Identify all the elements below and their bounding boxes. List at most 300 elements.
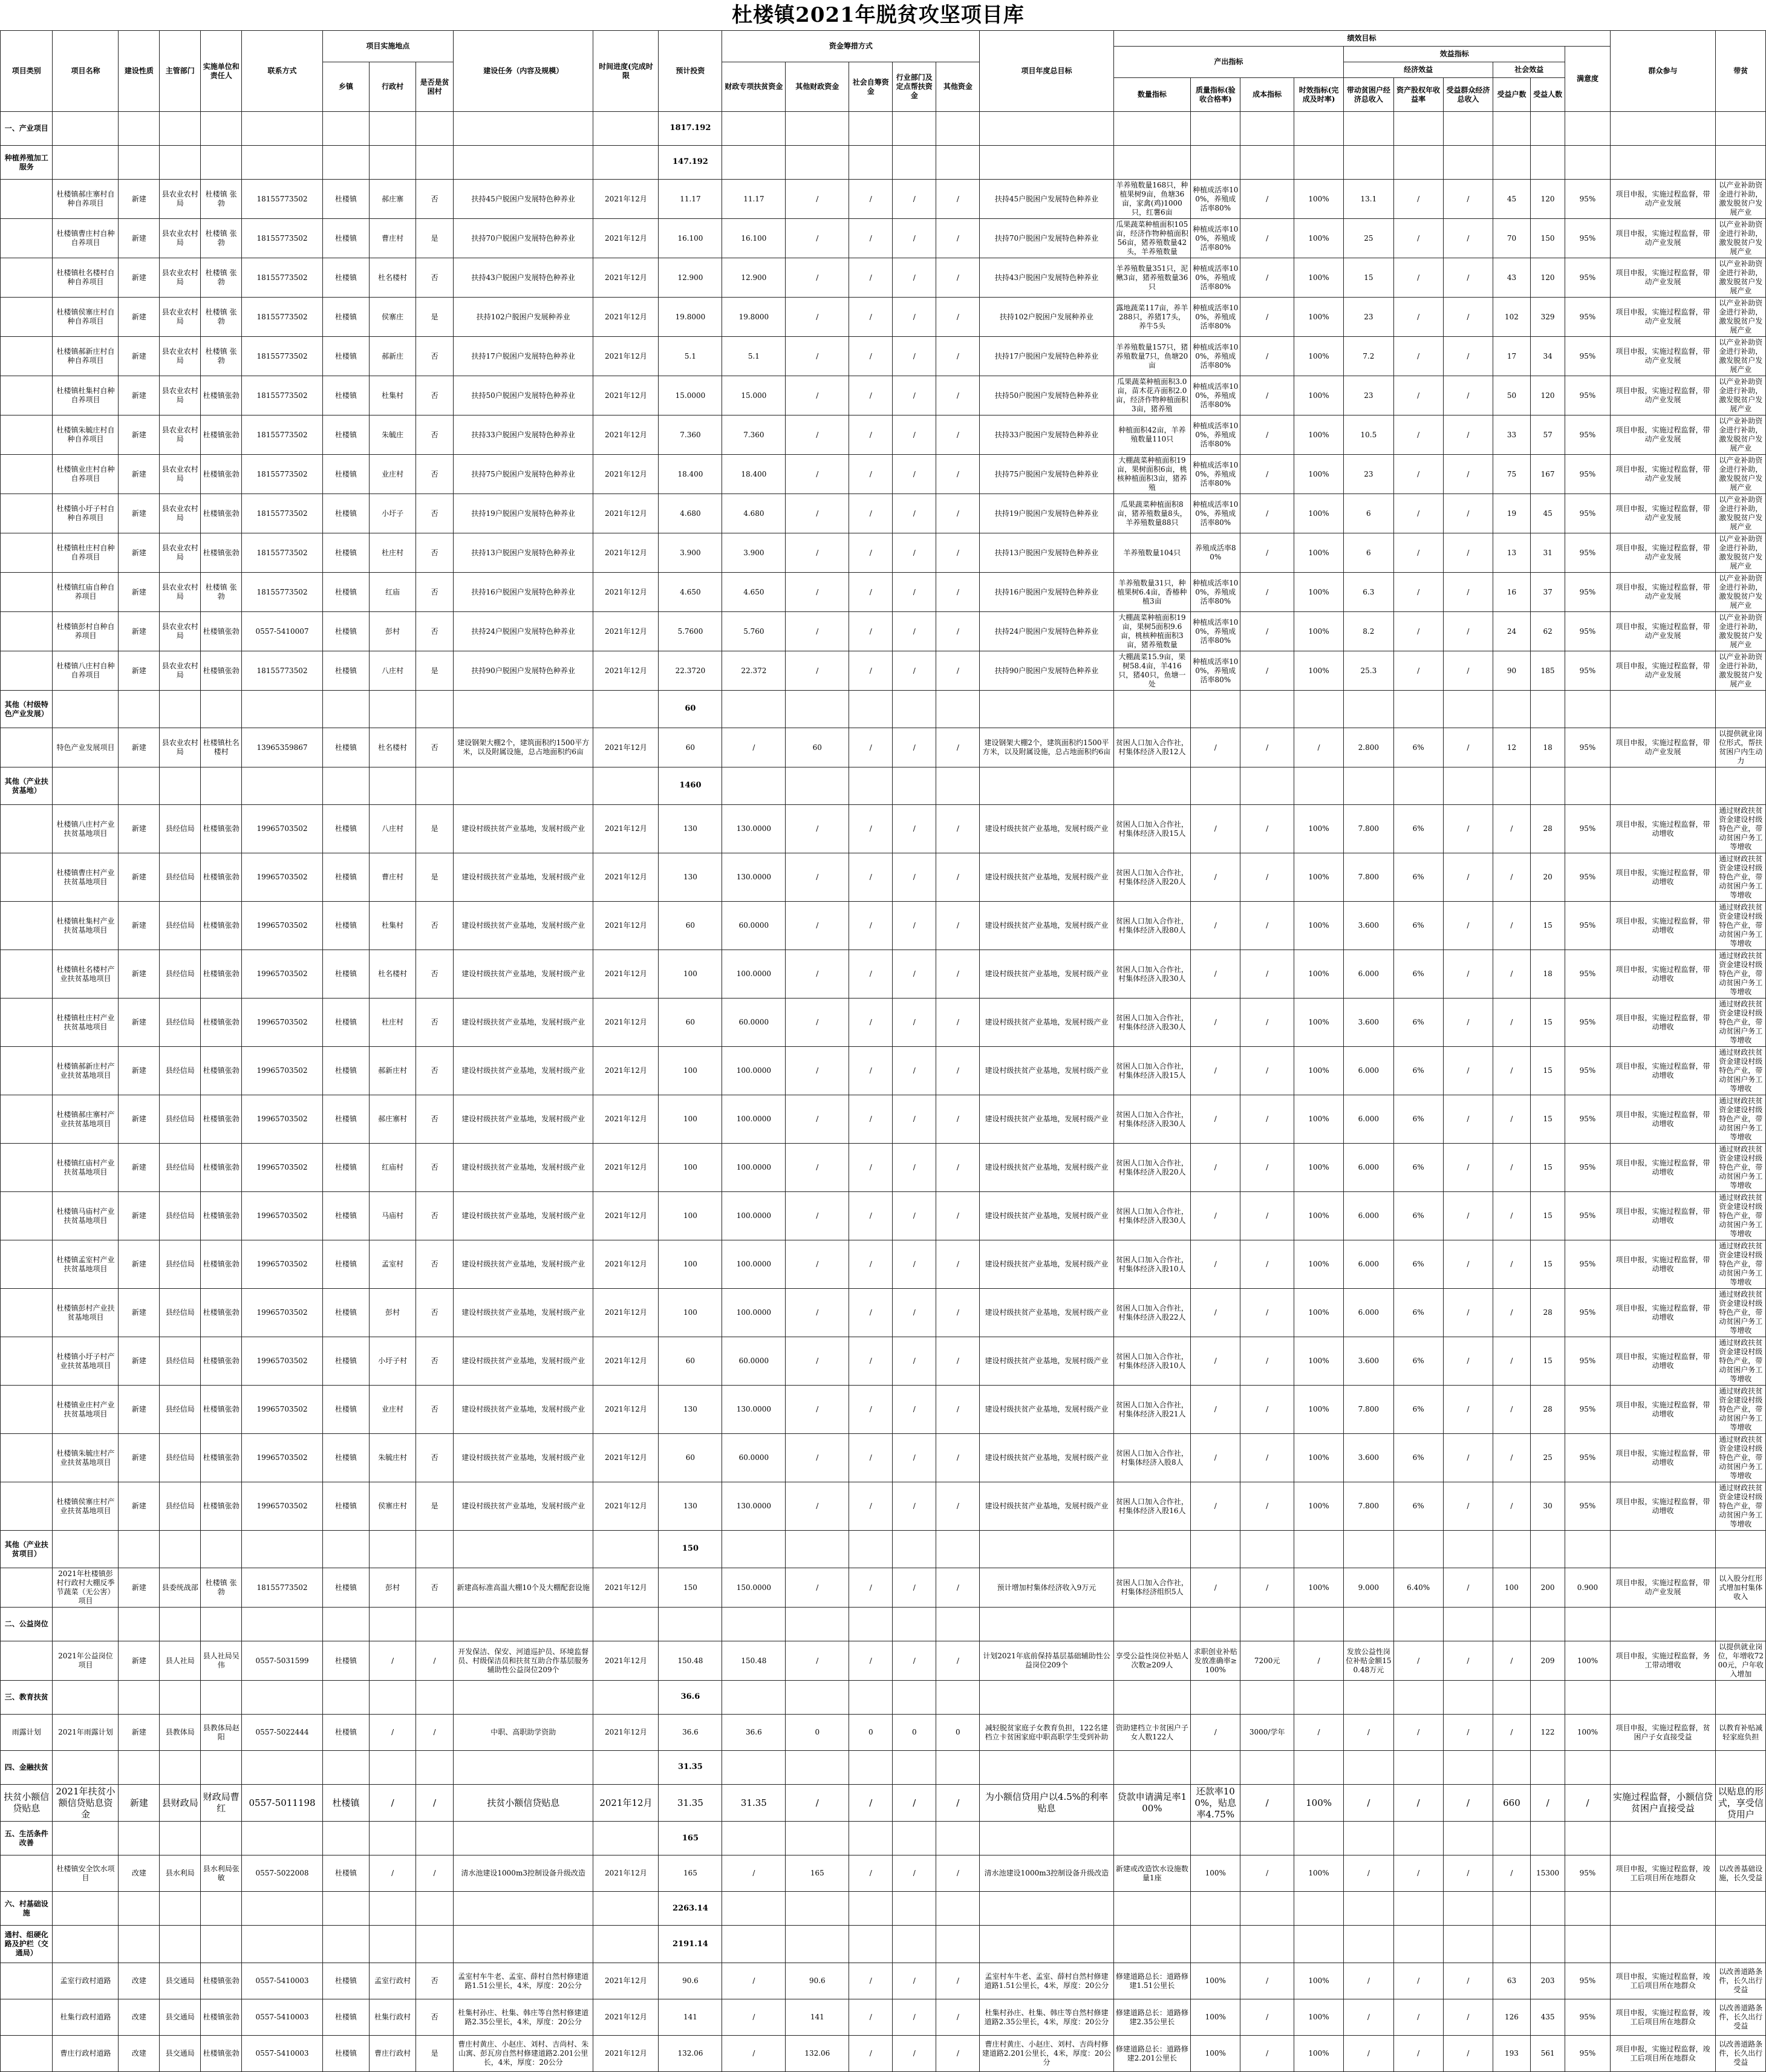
empty-cell (453, 1926, 593, 1963)
income: 23 (1344, 376, 1393, 415)
fund-other: / (936, 853, 980, 902)
budget: 150.48 (659, 1641, 722, 1681)
persons: 31 (1530, 533, 1565, 573)
fund-industry: / (893, 1482, 936, 1531)
fund-fiscal: / (722, 2036, 786, 2072)
town: 杜楼镇 (322, 1999, 369, 2036)
fund-other-fiscal: / (786, 1641, 849, 1681)
timely: 100% (1294, 902, 1343, 950)
empty-cell (1344, 112, 1393, 146)
timely: 100% (1294, 1095, 1343, 1144)
empty-cell (786, 112, 849, 146)
fund-other-fiscal: / (786, 1785, 849, 1822)
dept: 县经信局 (160, 1434, 201, 1482)
schedule: 2021年12月 (593, 298, 659, 337)
satisfaction: 95% (1565, 219, 1610, 258)
participation: 项目申报，实施过程监督，带动产业发展 (1610, 376, 1716, 415)
goal: 建设村级扶贫产业基地，发展村级产业 (980, 805, 1113, 853)
row-section (1, 950, 53, 999)
participation: 实施过程监督，小额信贷贫困户直接受益 (1610, 1785, 1716, 1822)
empty-cell (1530, 1892, 1565, 1926)
dept: 县农业农村局 (160, 219, 201, 258)
income: 6 (1344, 494, 1393, 533)
section-row (1, 1926, 1766, 1963)
fund-other: / (936, 258, 980, 298)
poor-village: 否 (416, 1144, 454, 1192)
persons: 15300 (1530, 1855, 1565, 1892)
satisfaction: 95% (1565, 950, 1610, 999)
project-name: 杜楼镇杜集村自种自养项目 (53, 376, 119, 415)
poor-village: 否 (416, 533, 454, 573)
empty-cell (322, 146, 369, 180)
nature: 新建 (119, 1386, 160, 1434)
persons: 185 (1530, 651, 1565, 691)
fund-self: / (849, 494, 893, 533)
town: 杜楼镇 (322, 415, 369, 455)
nature: 新建 (119, 1144, 160, 1192)
persons: 15 (1530, 1095, 1565, 1144)
fund-other: / (936, 1855, 980, 1892)
budget: 4.680 (659, 494, 722, 533)
empty-cell (1240, 1926, 1294, 1963)
empty-cell (1240, 1892, 1294, 1926)
row-section (1, 415, 53, 455)
schedule: 2021年12月 (593, 533, 659, 573)
schedule: 2021年12月 (593, 1289, 659, 1337)
fund-other-fiscal: / (786, 298, 849, 337)
contact: 0557-5031599 (242, 1641, 323, 1681)
gain: / (1443, 1715, 1493, 1751)
nature: 新建 (119, 573, 160, 612)
budget: 12.900 (659, 258, 722, 298)
nature: 改建 (119, 1999, 160, 2036)
project-name: 曹庄行政村道路 (53, 2036, 119, 2072)
gain: / (1443, 573, 1493, 612)
goal: 建设村级扶贫产业基地，发展村级产业 (980, 950, 1113, 999)
empty-cell (593, 146, 659, 180)
qty: 贫困人口加入合作社，村集体经济入股22人 (1113, 1289, 1191, 1337)
linkage: 以产业补助资金进行补助，激发脱贫户发展产业 (1716, 455, 1766, 494)
fund-fiscal: 31.35 (722, 1785, 786, 1822)
row-section (1, 376, 53, 415)
fund-fiscal: 150.48 (722, 1641, 786, 1681)
empty-cell (242, 1926, 323, 1963)
project-name: 杜楼镇安全饮水项目 (53, 1855, 119, 1892)
schedule: 2021年12月 (593, 415, 659, 455)
empty-cell (1610, 1681, 1716, 1715)
task: 建设村级扶贫产业基地，发展村级产业 (453, 1144, 593, 1192)
asset: / (1393, 494, 1443, 533)
budget: 100 (659, 1144, 722, 1192)
fund-other: / (936, 1963, 980, 1999)
participation: 项目申报，实施过程监督，带动产业发展 (1610, 728, 1716, 767)
empty-cell (1443, 767, 1493, 805)
income: 6.000 (1344, 1192, 1393, 1240)
empty-cell (936, 1822, 980, 1855)
header-timely: 时效指标(完成及时率) (1294, 78, 1343, 112)
fund-industry: / (893, 1855, 936, 1892)
empty-cell (1113, 767, 1191, 805)
empty-cell (1344, 1751, 1393, 1785)
fund-other-fiscal: / (786, 415, 849, 455)
town: 杜楼镇 (322, 1047, 369, 1095)
empty-cell (849, 691, 893, 728)
satisfaction: 95% (1565, 1095, 1610, 1144)
asset: 6% (1393, 1337, 1443, 1386)
timely: 100% (1294, 1999, 1343, 2036)
empty-cell (416, 1892, 454, 1926)
schedule: 2021年12月 (593, 1240, 659, 1289)
task: 扶持50户脱困户发展特色种养业 (453, 376, 593, 415)
town: 杜楼镇 (322, 219, 369, 258)
asset: / (1393, 1963, 1443, 1999)
empty-cell (1493, 1531, 1531, 1568)
unit: 杜楼镇张勃 (201, 853, 242, 902)
fund-other: / (936, 1289, 980, 1337)
fund-industry: / (893, 950, 936, 999)
asset: / (1393, 573, 1443, 612)
contact: 0557-5011198 (242, 1785, 323, 1822)
empty-cell (201, 112, 242, 146)
header-nature: 建设性质 (119, 31, 160, 112)
nature: 新建 (119, 219, 160, 258)
poor-village: 否 (416, 1999, 454, 2036)
task: 扶贫小额信贷贴息 (453, 1785, 593, 1822)
income: 6.3 (1344, 573, 1393, 612)
income: 7.800 (1344, 1482, 1393, 1531)
town: 杜楼镇 (322, 651, 369, 691)
asset: 6% (1393, 805, 1443, 853)
linkage: 以产业补助资金进行补助，激发脱贫户发展产业 (1716, 612, 1766, 651)
header-qty: 数量指标 (1113, 78, 1191, 112)
budget: 100 (659, 1047, 722, 1095)
section-amount: 31.35 (659, 1751, 722, 1785)
fund-industry: / (893, 1641, 936, 1681)
linkage: 通过财政扶贫资金建设村级特色产业，带动贫困户务工等增收 (1716, 805, 1766, 853)
fund-self: / (849, 376, 893, 415)
village: / (370, 1641, 416, 1681)
empty-cell (322, 1822, 369, 1855)
fund-other-fiscal: / (786, 651, 849, 691)
village: 朱毓庄村 (370, 1434, 416, 1482)
village: 杜集村 (370, 902, 416, 950)
empty-cell (416, 1751, 454, 1785)
village: 杜集行政村 (370, 1999, 416, 2036)
empty-cell (53, 1681, 119, 1715)
project-name: 杜楼镇郝庄寨村产业扶贫基地项目 (53, 1095, 119, 1144)
fund-other-fiscal: / (786, 1568, 849, 1608)
header-funding: 资金筹措方式 (722, 31, 980, 62)
asset: / (1393, 415, 1443, 455)
fund-self: / (849, 573, 893, 612)
poor-village: 是 (416, 1482, 454, 1531)
village: 杜庄村 (370, 533, 416, 573)
empty-cell (1530, 1926, 1565, 1963)
satisfaction: 95% (1565, 415, 1610, 455)
empty-cell (1191, 1751, 1240, 1785)
empty-cell (1393, 1822, 1443, 1855)
households: / (1493, 1095, 1531, 1144)
empty-cell (722, 1751, 786, 1785)
empty-cell (1716, 146, 1766, 180)
fund-industry: / (893, 1785, 936, 1822)
section-amount: 165 (659, 1822, 722, 1855)
fund-other: / (936, 1192, 980, 1240)
empty-cell (1716, 1681, 1766, 1715)
satisfaction: 95% (1565, 1963, 1610, 1999)
town: 杜楼镇 (322, 455, 369, 494)
cost: / (1240, 1289, 1294, 1337)
gain: / (1443, 1641, 1493, 1681)
task: 清水池建设1000m3控制设备升级改造 (453, 1855, 593, 1892)
persons: 18 (1530, 950, 1565, 999)
table-row (1, 494, 1766, 533)
empty-cell (1610, 1926, 1716, 1963)
fund-self: / (849, 258, 893, 298)
persons: 25 (1530, 1434, 1565, 1482)
satisfaction: 95% (1565, 533, 1610, 573)
header-contact: 联系方式 (242, 31, 323, 112)
fund-fiscal: 130.0000 (722, 1386, 786, 1434)
town: 杜楼镇 (322, 1095, 369, 1144)
poor-village: 否 (416, 258, 454, 298)
empty-cell (119, 1892, 160, 1926)
asset: 6.40% (1393, 1568, 1443, 1608)
row-section (1, 805, 53, 853)
fund-other-fiscal: / (786, 1386, 849, 1434)
fund-self: / (849, 1047, 893, 1095)
qty: 资助建档立卡贫困户子女人数122人 (1113, 1715, 1191, 1751)
poor-village: 否 (416, 1434, 454, 1482)
table-row (1, 573, 1766, 612)
row-section (1, 1434, 53, 1482)
project-name: 杜楼镇业庄村产业扶贫基地项目 (53, 1386, 119, 1434)
header-village: 行政村 (370, 62, 416, 112)
cost: / (1240, 612, 1294, 651)
table-row (1, 1289, 1766, 1337)
section-label: 五、生活条件改善 (1, 1822, 53, 1855)
empty-cell (980, 146, 1113, 180)
row-section (1, 1568, 53, 1608)
qty: 羊养殖数量31只，种植果树6.4亩，香椿种植3亩 (1113, 573, 1191, 612)
project-name: 杜楼镇杜名楼村产业扶贫基地项目 (53, 950, 119, 999)
quality: / (1191, 902, 1240, 950)
satisfaction: 95% (1565, 1289, 1610, 1337)
nature: 新建 (119, 728, 160, 767)
nature: 新建 (119, 415, 160, 455)
timely: / (1294, 1715, 1343, 1751)
village: 红庙 (370, 573, 416, 612)
empty-cell (1113, 691, 1191, 728)
fund-other-fiscal: / (786, 805, 849, 853)
income: 6 (1344, 533, 1393, 573)
satisfaction: 95% (1565, 728, 1610, 767)
empty-cell (1716, 1822, 1766, 1855)
timely: 100% (1294, 337, 1343, 376)
qty: 修建道路总长：道路修建2.35公里长 (1113, 1999, 1191, 2036)
empty-cell (416, 691, 454, 728)
town: 杜楼镇 (322, 494, 369, 533)
fund-self: / (849, 1855, 893, 1892)
empty-cell (936, 1681, 980, 1715)
poor-village: 否 (416, 1095, 454, 1144)
gain: / (1443, 415, 1493, 455)
asset: 6% (1393, 1289, 1443, 1337)
row-section (1, 1641, 53, 1681)
gain: / (1443, 1963, 1493, 1999)
empty-cell (849, 1531, 893, 1568)
quality: / (1191, 853, 1240, 902)
linkage: 以产业补助资金进行补助，激发脱贫户发展产业 (1716, 337, 1766, 376)
empty-cell (119, 767, 160, 805)
households: / (1493, 1434, 1531, 1482)
budget: 60 (659, 728, 722, 767)
fund-other: / (936, 1047, 980, 1095)
town: 杜楼镇 (322, 1337, 369, 1386)
gain: / (1443, 1192, 1493, 1240)
satisfaction: 95% (1565, 902, 1610, 950)
budget: 3.900 (659, 533, 722, 573)
goal: 杜集村孙庄、杜集、韩庄等自然村修建道路2.35公里长，4米，厚度：20公分 (980, 1999, 1113, 2036)
row-section (1, 1047, 53, 1095)
timely: 100% (1294, 1855, 1343, 1892)
empty-cell (1113, 1892, 1191, 1926)
quality: 种植成活率100%，养殖成活率80% (1191, 298, 1240, 337)
empty-cell (1113, 1822, 1191, 1855)
fund-industry: 0 (893, 1715, 936, 1751)
empty-cell (593, 112, 659, 146)
task: 孟室村车牛老、孟室、薛村自然村修建道路1.51公里长，4米，厚度：20公分 (453, 1963, 593, 1999)
contact: 18155773502 (242, 573, 323, 612)
fund-industry: / (893, 180, 936, 219)
empty-cell (1443, 1926, 1493, 1963)
empty-cell (893, 1608, 936, 1641)
empty-cell (1443, 1751, 1493, 1785)
quality: / (1191, 1144, 1240, 1192)
contact: 19965703502 (242, 1095, 323, 1144)
quality: 100% (1191, 1963, 1240, 1999)
gain: / (1443, 1240, 1493, 1289)
asset: / (1393, 533, 1443, 573)
dept: 县经信局 (160, 1240, 201, 1289)
empty-cell (1191, 767, 1240, 805)
empty-cell (453, 1751, 593, 1785)
empty-cell (1240, 1531, 1294, 1568)
persons: 15 (1530, 1047, 1565, 1095)
empty-cell (1393, 1608, 1443, 1641)
empty-cell (416, 1608, 454, 1641)
unit: 杜楼镇杜名楼村 (201, 728, 242, 767)
fund-industry: / (893, 1963, 936, 1999)
contact: 19965703502 (242, 1047, 323, 1095)
qty: 大棚蔬菜种植面积19亩，果树5面积9.6亩，桃核种植面积3亩，猪养殖数量 (1113, 612, 1191, 651)
village: 孟室村 (370, 1240, 416, 1289)
timely: 100% (1294, 805, 1343, 853)
task: 建设村级扶贫产业基地，发展村级产业 (453, 1337, 593, 1386)
empty-cell (1716, 767, 1766, 805)
cost: / (1240, 298, 1294, 337)
section-label: 四、金融扶贫 (1, 1751, 53, 1785)
budget: 100 (659, 1192, 722, 1240)
fund-self: / (849, 612, 893, 651)
nature: 新建 (119, 651, 160, 691)
persons: 15 (1530, 1144, 1565, 1192)
unit: 杜楼镇张勃 (201, 2036, 242, 2072)
empty-cell (53, 1608, 119, 1641)
project-name: 特色产业发展项目 (53, 728, 119, 767)
fund-other: / (936, 219, 980, 258)
table-row (1, 180, 1766, 219)
empty-cell (242, 1681, 323, 1715)
asset: / (1393, 219, 1443, 258)
persons: 15 (1530, 902, 1565, 950)
section-label: 二、公益岗位 (1, 1608, 53, 1641)
row-section (1, 494, 53, 533)
persons: 150 (1530, 219, 1565, 258)
nature: 新建 (119, 853, 160, 902)
fund-fiscal: 4.650 (722, 573, 786, 612)
asset: 6% (1393, 1386, 1443, 1434)
quality: 种植成活率100%，养殖成活率80% (1191, 455, 1240, 494)
participation: 项目申报，实施过程监督，带动增收 (1610, 1095, 1716, 1144)
linkage: 通过财政扶贫资金建设村级特色产业，带动贫困户务工等增收 (1716, 999, 1766, 1047)
empty-cell (593, 1751, 659, 1785)
fund-self: / (849, 1568, 893, 1608)
participation: 项目申报，实施过程监督，带动产业发展 (1610, 415, 1716, 455)
cost: / (1240, 258, 1294, 298)
budget: 36.6 (659, 1715, 722, 1751)
project-name: 杜楼镇红庙自种自养项目 (53, 573, 119, 612)
empty-cell (370, 691, 416, 728)
unit: 杜楼镇张勃 (201, 805, 242, 853)
goal: 曹庄村黄庄、小赵庄、刘村、吉尚村修建道路2.201公里长，4米，厚度：20公分 (980, 2036, 1113, 2072)
unit: 杜楼镇张勃 (201, 999, 242, 1047)
empty-cell (1716, 1892, 1766, 1926)
satisfaction: 95% (1565, 376, 1610, 415)
qty: 修建道路总长：道路修建2.201公里长 (1113, 2036, 1191, 2072)
empty-cell (1393, 1751, 1443, 1785)
fund-fiscal: 4.680 (722, 494, 786, 533)
nature: 新建 (119, 1095, 160, 1144)
fund-other: / (936, 999, 980, 1047)
empty-cell (119, 1531, 160, 1568)
table-row (1, 805, 1766, 853)
header-location: 项目实施地点 (322, 31, 453, 62)
header-benefit: 效益指标 (1344, 47, 1565, 62)
persons: / (1530, 1785, 1565, 1822)
fund-other-fiscal: / (786, 1144, 849, 1192)
satisfaction: 95% (1565, 1337, 1610, 1386)
fund-self: / (849, 999, 893, 1047)
gain: / (1443, 1289, 1493, 1337)
section-label: 其他（产业扶贫基地） (1, 767, 53, 805)
nature: 新建 (119, 376, 160, 415)
nature: 新建 (119, 1192, 160, 1240)
contact: 19965703502 (242, 999, 323, 1047)
empty-cell (119, 146, 160, 180)
fund-fiscal: 12.900 (722, 258, 786, 298)
row-section (1, 612, 53, 651)
timely: 100% (1294, 2036, 1343, 2072)
quality: 种植成活率100%，养殖成活率80% (1191, 494, 1240, 533)
fund-self: 0 (849, 1715, 893, 1751)
goal: 扶持102户脱困户发展种养业 (980, 298, 1113, 337)
empty-cell (786, 1681, 849, 1715)
empty-cell (242, 112, 323, 146)
asset: / (1393, 298, 1443, 337)
empty-cell (722, 691, 786, 728)
fund-fiscal: 60.0000 (722, 902, 786, 950)
